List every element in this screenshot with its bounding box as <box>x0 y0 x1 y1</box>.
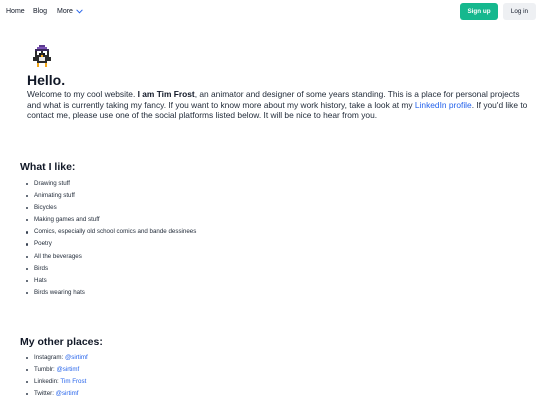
chevron-down-icon <box>76 9 83 14</box>
list-item: Birds wearing hats <box>24 287 196 299</box>
list-item: Poetry <box>24 238 196 250</box>
pixel-bird-with-hat-icon <box>33 45 51 67</box>
place-label: Twitter: <box>34 390 56 398</box>
instagram-link[interactable]: @sirtimf <box>64 354 88 361</box>
avatar <box>33 45 51 72</box>
page-title: Hello. <box>27 72 66 88</box>
intro-paragraph <box>27 89 532 121</box>
tumblr-link[interactable]: @sirtimf <box>56 366 80 374</box>
nav-home-link[interactable]: Home <box>6 8 25 15</box>
list-item: Comics, especially old school comics and bande dessinees <box>24 226 196 238</box>
list-item: Making games and stuff <box>24 214 196 226</box>
list-item: Drawing stuff <box>24 178 196 190</box>
log-in-button[interactable]: Log in <box>503 3 536 20</box>
place-label: Tumblr: <box>34 366 57 374</box>
likes-section-title: What I like: <box>20 161 76 173</box>
list-item: Animating stuff <box>24 190 196 202</box>
intro-text-2: , an animator and designer of some years standing. This is a place for personal projects and what is currently taking my fancy. If you want to know more about my work history, take a look at my <box>27 89 520 110</box>
list-item: Birds <box>24 263 196 275</box>
list-item: Hats <box>24 275 196 287</box>
places-section-title: My other places: <box>20 336 103 348</box>
nav-more-dropdown[interactable] <box>57 8 83 15</box>
list-item <box>24 376 88 388</box>
likes-list <box>24 178 196 299</box>
list-item: Bicycles <box>24 202 196 214</box>
list-item: All the beverages <box>24 251 196 263</box>
top-navigation <box>0 0 540 24</box>
linkedin-profile-link[interactable]: LinkedIn profile <box>414 99 472 110</box>
list-item <box>24 364 88 376</box>
twitter-link[interactable]: @sirtimf <box>55 390 79 398</box>
intro-text-3: . If you'd like to contact me, please use one of the social platforms listed below. It will be nice to hear from you. <box>27 99 528 120</box>
nav-blog-link[interactable]: Blog <box>33 8 48 15</box>
place-label: Instagram: <box>34 354 65 361</box>
linkedin-link[interactable]: Tim Frost <box>60 378 87 386</box>
places-list <box>24 352 88 400</box>
intro-text-1: Welcome to my cool website. <box>27 89 138 99</box>
place-label: Linkedin: <box>34 378 61 386</box>
nav-more-label: More <box>57 8 73 15</box>
list-item <box>24 388 88 400</box>
intro-name-bold: I am Tim Frost <box>137 89 195 99</box>
list-item <box>24 352 88 364</box>
sign-up-button[interactable]: Sign up <box>460 3 498 20</box>
